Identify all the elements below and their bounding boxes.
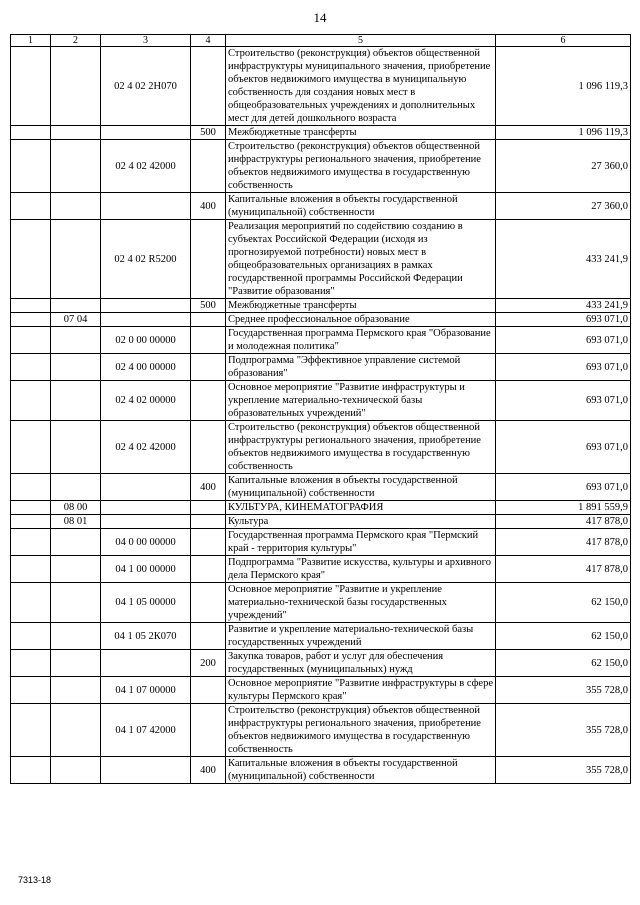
cell-name: Государственная программа Пермского края "Образование и молодежная политика" <box>226 327 496 354</box>
cell-name: Культура <box>226 515 496 529</box>
cell-section <box>11 757 51 784</box>
cell-name: Строительство (реконструкция) объектов общественной инфраструктуры регионального значения, приобретение объектов недвижимого имущества в государственную собственность <box>226 140 496 193</box>
cell-expense-type <box>191 556 226 583</box>
cell-name: КУЛЬТУРА, КИНЕМАТОГРАФИЯ <box>226 501 496 515</box>
cell-name: Капитальные вложения в объекты государственной (муниципальной) собственности <box>226 757 496 784</box>
cell-target-code: 04 1 05 2К070 <box>101 623 191 650</box>
cell-section <box>11 381 51 421</box>
cell-expense-type: 500 <box>191 299 226 313</box>
cell-subsection <box>51 583 101 623</box>
cell-subsection: 08 01 <box>51 515 101 529</box>
cell-subsection <box>51 193 101 220</box>
table-row <box>11 354 631 381</box>
cell-target-code <box>101 757 191 784</box>
cell-target-code: 02 4 02 00000 <box>101 381 191 421</box>
cell-expense-type <box>191 501 226 515</box>
table-row <box>11 757 631 784</box>
cell-amount: 433 241,9 <box>496 299 631 313</box>
cell-amount: 693 071,0 <box>496 354 631 381</box>
cell-section <box>11 623 51 650</box>
cell-subsection <box>51 556 101 583</box>
cell-name: Основное мероприятие "Развитие инфраструктуры и укрепление материально-технической базы образовательных учреждений" <box>226 381 496 421</box>
cell-expense-type <box>191 515 226 529</box>
cell-amount: 417 878,0 <box>496 515 631 529</box>
cell-subsection <box>51 220 101 299</box>
table-row <box>11 583 631 623</box>
cell-amount: 693 071,0 <box>496 327 631 354</box>
cell-target-code <box>101 650 191 677</box>
cell-expense-type: 500 <box>191 126 226 140</box>
table-row <box>11 220 631 299</box>
cell-amount: 355 728,0 <box>496 757 631 784</box>
cell-amount: 1 096 119,3 <box>496 126 631 140</box>
cell-section <box>11 501 51 515</box>
cell-expense-type <box>191 529 226 556</box>
table-row <box>11 299 631 313</box>
table-row <box>11 474 631 501</box>
cell-name: Строительство (реконструкция) объектов общественной инфраструктуры муниципального значения, приобретение объектов недвижимого имущества в муниципальную собственность для создания новых мест в общеобразовательных учреждениях и дополнительных мест для детей дошкольного возраста <box>226 47 496 126</box>
cell-target-code <box>101 193 191 220</box>
document-code: 7313-18 <box>18 875 52 885</box>
cell-name: Подпрограмма "Эффективное управление системой образования" <box>226 354 496 381</box>
cell-amount: 1 891 559,9 <box>496 501 631 515</box>
table-row <box>11 501 631 515</box>
header-col-3: 3 <box>101 35 191 47</box>
cell-amount: 1 096 119,3 <box>496 47 631 126</box>
cell-name: Государственная программа Пермского края "Пермский край - территория культуры" <box>226 529 496 556</box>
cell-amount: 62 150,0 <box>496 583 631 623</box>
cell-amount: 417 878,0 <box>496 529 631 556</box>
table-row <box>11 677 631 704</box>
cell-section <box>11 327 51 354</box>
table-row <box>11 704 631 757</box>
cell-target-code: 02 4 02 42000 <box>101 421 191 474</box>
cell-subsection <box>51 474 101 501</box>
cell-amount: 62 150,0 <box>496 623 631 650</box>
cell-name: Основное мероприятие "Развитие инфраструктуры в сфере культуры Пермского края" <box>226 677 496 704</box>
cell-target-code: 04 1 00 00000 <box>101 556 191 583</box>
cell-expense-type <box>191 623 226 650</box>
cell-amount: 693 071,0 <box>496 421 631 474</box>
cell-subsection <box>51 650 101 677</box>
cell-amount: 355 728,0 <box>496 677 631 704</box>
cell-expense-type: 400 <box>191 757 226 784</box>
cell-expense-type <box>191 677 226 704</box>
cell-subsection <box>51 757 101 784</box>
cell-expense-type <box>191 47 226 126</box>
cell-subsection: 08 00 <box>51 501 101 515</box>
cell-name: Подпрограмма "Развитие искусства, культуры и архивного дела Пермского края" <box>226 556 496 583</box>
cell-target-code <box>101 515 191 529</box>
cell-target-code: 02 4 00 00000 <box>101 354 191 381</box>
cell-subsection <box>51 623 101 650</box>
cell-section <box>11 704 51 757</box>
cell-section <box>11 299 51 313</box>
table-row <box>11 650 631 677</box>
cell-section <box>11 220 51 299</box>
cell-target-code: 04 0 00 00000 <box>101 529 191 556</box>
table-row <box>11 421 631 474</box>
cell-subsection <box>51 327 101 354</box>
cell-amount: 62 150,0 <box>496 650 631 677</box>
cell-expense-type: 400 <box>191 193 226 220</box>
cell-name: Межбюджетные трансферты <box>226 299 496 313</box>
cell-subsection <box>51 529 101 556</box>
cell-expense-type <box>191 704 226 757</box>
cell-target-code: 02 4 02 42000 <box>101 140 191 193</box>
cell-target-code: 02 4 02 2Н070 <box>101 47 191 126</box>
cell-section <box>11 556 51 583</box>
cell-target-code <box>101 313 191 327</box>
cell-subsection <box>51 354 101 381</box>
budget-table <box>10 34 631 784</box>
cell-target-code: 02 0 00 00000 <box>101 327 191 354</box>
cell-name: Строительство (реконструкция) объектов общественной инфраструктуры регионального значения, приобретение объектов недвижимого имущества в государственную собственность <box>226 421 496 474</box>
cell-amount: 355 728,0 <box>496 704 631 757</box>
cell-amount: 693 071,0 <box>496 474 631 501</box>
cell-expense-type <box>191 421 226 474</box>
header-col-6: 6 <box>496 35 631 47</box>
cell-name: Строительство (реконструкция) объектов общественной инфраструктуры регионального значения, приобретение объектов недвижимого имущества в государственную собственность <box>226 704 496 757</box>
cell-name: Капитальные вложения в объекты государственной (муниципальной) собственности <box>226 193 496 220</box>
table-row <box>11 193 631 220</box>
cell-name: Реализация мероприятий по содействию созданию в субъектах Российской Федерации (исходя из прогнозируемой потребности) новых мест в общеобразовательных организациях в рамках государственной программы Российской Федерации "Развитие образования" <box>226 220 496 299</box>
cell-section <box>11 650 51 677</box>
cell-section <box>11 677 51 704</box>
cell-target-code <box>101 474 191 501</box>
table-row <box>11 313 631 327</box>
header-col-5: 5 <box>226 35 496 47</box>
cell-target-code: 04 1 07 00000 <box>101 677 191 704</box>
table-row <box>11 556 631 583</box>
cell-target-code <box>101 501 191 515</box>
table-row <box>11 623 631 650</box>
cell-amount: 693 071,0 <box>496 381 631 421</box>
cell-section <box>11 126 51 140</box>
cell-name: Основное мероприятие "Развитие и укрепление материально-технической базы государственных учреждений" <box>226 583 496 623</box>
cell-subsection <box>51 677 101 704</box>
cell-expense-type <box>191 140 226 193</box>
cell-subsection <box>51 704 101 757</box>
table-body <box>11 47 631 784</box>
cell-name: Развитие и укрепление материально-технической базы государственных учреждений <box>226 623 496 650</box>
cell-expense-type <box>191 583 226 623</box>
cell-section <box>11 193 51 220</box>
cell-expense-type <box>191 381 226 421</box>
cell-subsection <box>51 47 101 126</box>
cell-name: Закупка товаров, работ и услуг для обеспечения государственных (муниципальных) нужд <box>226 650 496 677</box>
cell-section <box>11 583 51 623</box>
cell-expense-type <box>191 313 226 327</box>
cell-section <box>11 421 51 474</box>
table-row <box>11 515 631 529</box>
table-row <box>11 529 631 556</box>
cell-name: Среднее профессиональное образование <box>226 313 496 327</box>
cell-section <box>11 313 51 327</box>
table-row <box>11 47 631 126</box>
header-col-2: 2 <box>51 35 101 47</box>
cell-target-code: 04 1 05 00000 <box>101 583 191 623</box>
cell-amount: 433 241,9 <box>496 220 631 299</box>
cell-section <box>11 140 51 193</box>
cell-expense-type <box>191 327 226 354</box>
cell-subsection <box>51 421 101 474</box>
table-row <box>11 140 631 193</box>
cell-target-code <box>101 299 191 313</box>
cell-section <box>11 515 51 529</box>
cell-expense-type: 400 <box>191 474 226 501</box>
cell-subsection <box>51 381 101 421</box>
cell-expense-type: 200 <box>191 650 226 677</box>
table-row <box>11 381 631 421</box>
cell-section <box>11 474 51 501</box>
cell-expense-type <box>191 220 226 299</box>
cell-target-code: 04 1 07 42000 <box>101 704 191 757</box>
cell-name: Межбюджетные трансферты <box>226 126 496 140</box>
cell-name: Капитальные вложения в объекты государственной (муниципальной) собственности <box>226 474 496 501</box>
cell-amount: 417 878,0 <box>496 556 631 583</box>
page-number: 14 <box>313 10 327 25</box>
cell-subsection <box>51 126 101 140</box>
table-row <box>11 126 631 140</box>
table-row <box>11 327 631 354</box>
cell-amount: 693 071,0 <box>496 313 631 327</box>
cell-section <box>11 354 51 381</box>
cell-target-code: 02 4 02 R5200 <box>101 220 191 299</box>
table-header-row <box>11 35 631 47</box>
header-col-4: 4 <box>191 35 226 47</box>
cell-subsection <box>51 299 101 313</box>
cell-expense-type <box>191 354 226 381</box>
cell-section <box>11 529 51 556</box>
header-col-1: 1 <box>11 35 51 47</box>
cell-subsection: 07 04 <box>51 313 101 327</box>
cell-subsection <box>51 140 101 193</box>
cell-amount: 27 360,0 <box>496 140 631 193</box>
cell-target-code <box>101 126 191 140</box>
cell-amount: 27 360,0 <box>496 193 631 220</box>
cell-section <box>11 47 51 126</box>
